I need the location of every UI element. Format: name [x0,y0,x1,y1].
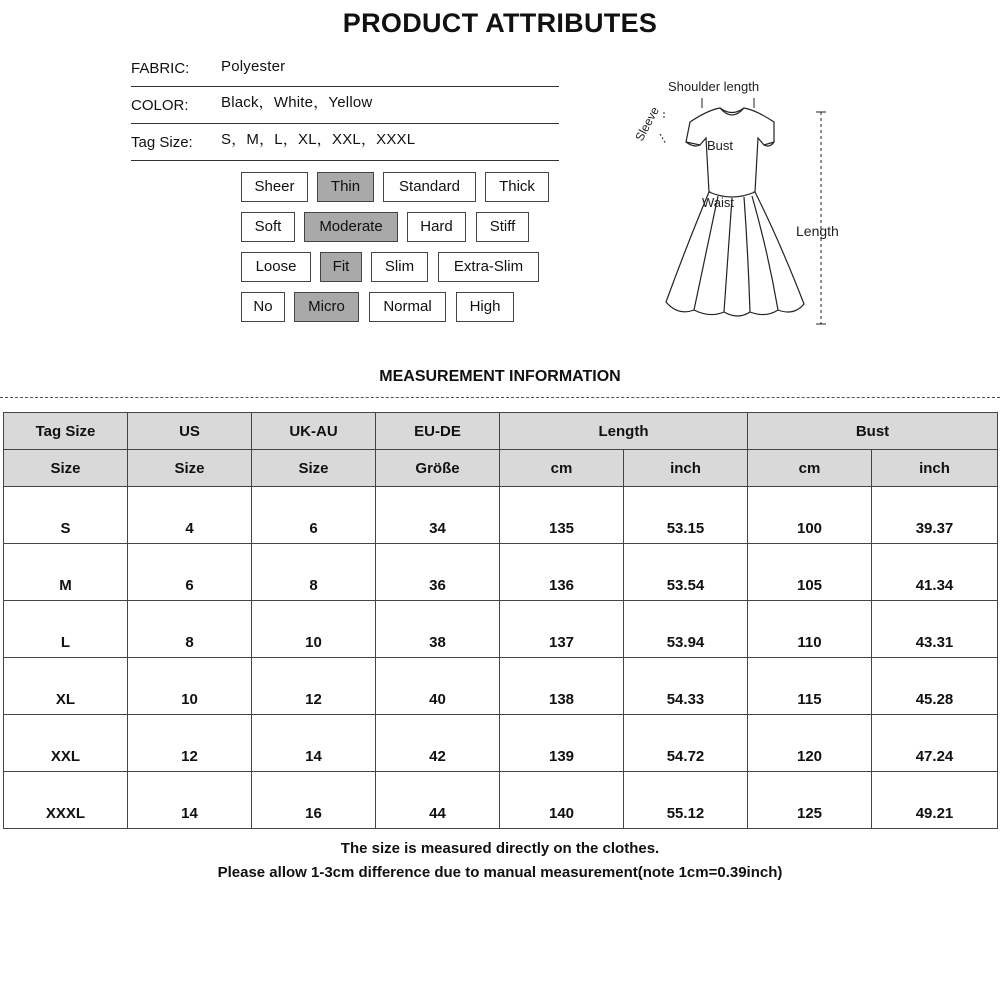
table-cell: 10 [128,658,252,715]
table-cell: 135 [500,487,624,544]
subheader-cell: Größe [376,450,500,487]
table-cell: 6 [128,544,252,601]
table-cell: 39.37 [872,487,998,544]
table-cell: 14 [128,772,252,829]
option-standard: Standard [383,172,476,202]
table-cell: 45.28 [872,658,998,715]
table-row [4,715,998,772]
subheader-cell: Size [128,450,252,487]
table-header-row [4,413,998,450]
table-cell: 4 [128,487,252,544]
subheader-cell: inch [872,450,998,487]
table-cell: 115 [748,658,872,715]
option-stiff: Stiff [476,212,529,242]
table-cell: 12 [128,715,252,772]
table-cell: 120 [748,715,872,772]
table-cell: XXL [4,715,128,772]
option-normal: Normal [369,292,446,322]
option-loose: Loose [241,252,311,282]
option-slim: Slim [371,252,428,282]
table-cell: 44 [376,772,500,829]
table-cell: 54.33 [624,658,748,715]
subheader-cell: inch [624,450,748,487]
attr-value: Black，White，Yellow [221,94,373,111]
bust-label: Bust [707,138,734,153]
shoulder-length-label: Shoulder length [668,79,760,94]
dashed-divider [0,397,1000,398]
dress-measurement-diagram [628,72,868,334]
table-cell: 41.34 [872,544,998,601]
header-cell: Tag Size [4,413,128,450]
table-cell: S [4,487,128,544]
waist-label: Waist [702,195,735,210]
subheader-cell: Size [4,450,128,487]
table-cell: 110 [748,601,872,658]
option-thin: Thin [317,172,374,202]
table-cell: 140 [500,772,624,829]
table-cell: 16 [252,772,376,829]
option-fit: Fit [320,252,362,282]
table-cell: 53.54 [624,544,748,601]
table-cell: 14 [252,715,376,772]
table-cell: 100 [748,487,872,544]
table-cell: 10 [252,601,376,658]
table-cell: 136 [500,544,624,601]
table-cell: 49.21 [872,772,998,829]
table-row [4,544,998,601]
table-cell: M [4,544,128,601]
table-cell: 38 [376,601,500,658]
attr-row-tag-size [131,124,559,161]
page-title: PRODUCT ATTRIBUTES [342,8,658,38]
measurement-table [3,412,998,829]
length-label: Length [796,223,839,239]
table-cell: 54.72 [624,715,748,772]
note-line-2: Please allow 1-3cm difference due to manual measurement(note 1cm=0.39inch) [217,864,783,881]
subheader-cell: Size [252,450,376,487]
table-cell: 138 [500,658,624,715]
option-micro: Micro [294,292,359,322]
option-extra-slim: Extra-Slim [438,252,539,282]
table-cell: 43.31 [872,601,998,658]
table-cell: 53.94 [624,601,748,658]
header-cell: Length [500,413,748,450]
table-cell: 105 [748,544,872,601]
header-cell: US [128,413,252,450]
option-moderate: Moderate [304,212,398,242]
table-cell: XXXL [4,772,128,829]
attr-label: Tag Size: [131,134,193,151]
sleeve-label: Sleeve [632,104,662,144]
table-row [4,487,998,544]
table-cell: 55.12 [624,772,748,829]
header-cell: UK-AU [252,413,376,450]
measurement-title: MEASUREMENT INFORMATION [379,368,621,385]
subheader-cell: cm [748,450,872,487]
table-cell: 53.15 [624,487,748,544]
subheader-cell: cm [500,450,624,487]
attr-row-color [131,87,559,124]
option-soft: Soft [241,212,295,242]
table-row [4,772,998,829]
table-cell: 40 [376,658,500,715]
option-thick: Thick [485,172,549,202]
table-subheader-row [4,450,998,487]
table-cell: XL [4,658,128,715]
table-cell: L [4,601,128,658]
header-cell: EU-DE [376,413,500,450]
table-cell: 125 [748,772,872,829]
table-row [4,658,998,715]
option-hard: Hard [407,212,466,242]
option-no: No [241,292,285,322]
table-cell: 42 [376,715,500,772]
attr-value: Polyester [221,58,286,75]
table-cell: 36 [376,544,500,601]
table-cell: 6 [252,487,376,544]
table-cell: 34 [376,487,500,544]
table-cell: 47.24 [872,715,998,772]
table-cell: 137 [500,601,624,658]
option-sheer: Sheer [241,172,308,202]
attr-label: FABRIC: [131,60,190,77]
table-cell: 8 [252,544,376,601]
option-high: High [456,292,514,322]
note-line-1: The size is measured directly on the clothes. [340,840,660,857]
table-body [4,487,998,829]
table-row [4,601,998,658]
attr-label: COLOR: [131,97,189,114]
attr-row-fabric [131,50,559,87]
table-cell: 139 [500,715,624,772]
attr-value: S，M，L，XL，XXL，XXXL [221,131,416,148]
table-cell: 12 [252,658,376,715]
header-cell: Bust [748,413,998,450]
table-cell: 8 [128,601,252,658]
